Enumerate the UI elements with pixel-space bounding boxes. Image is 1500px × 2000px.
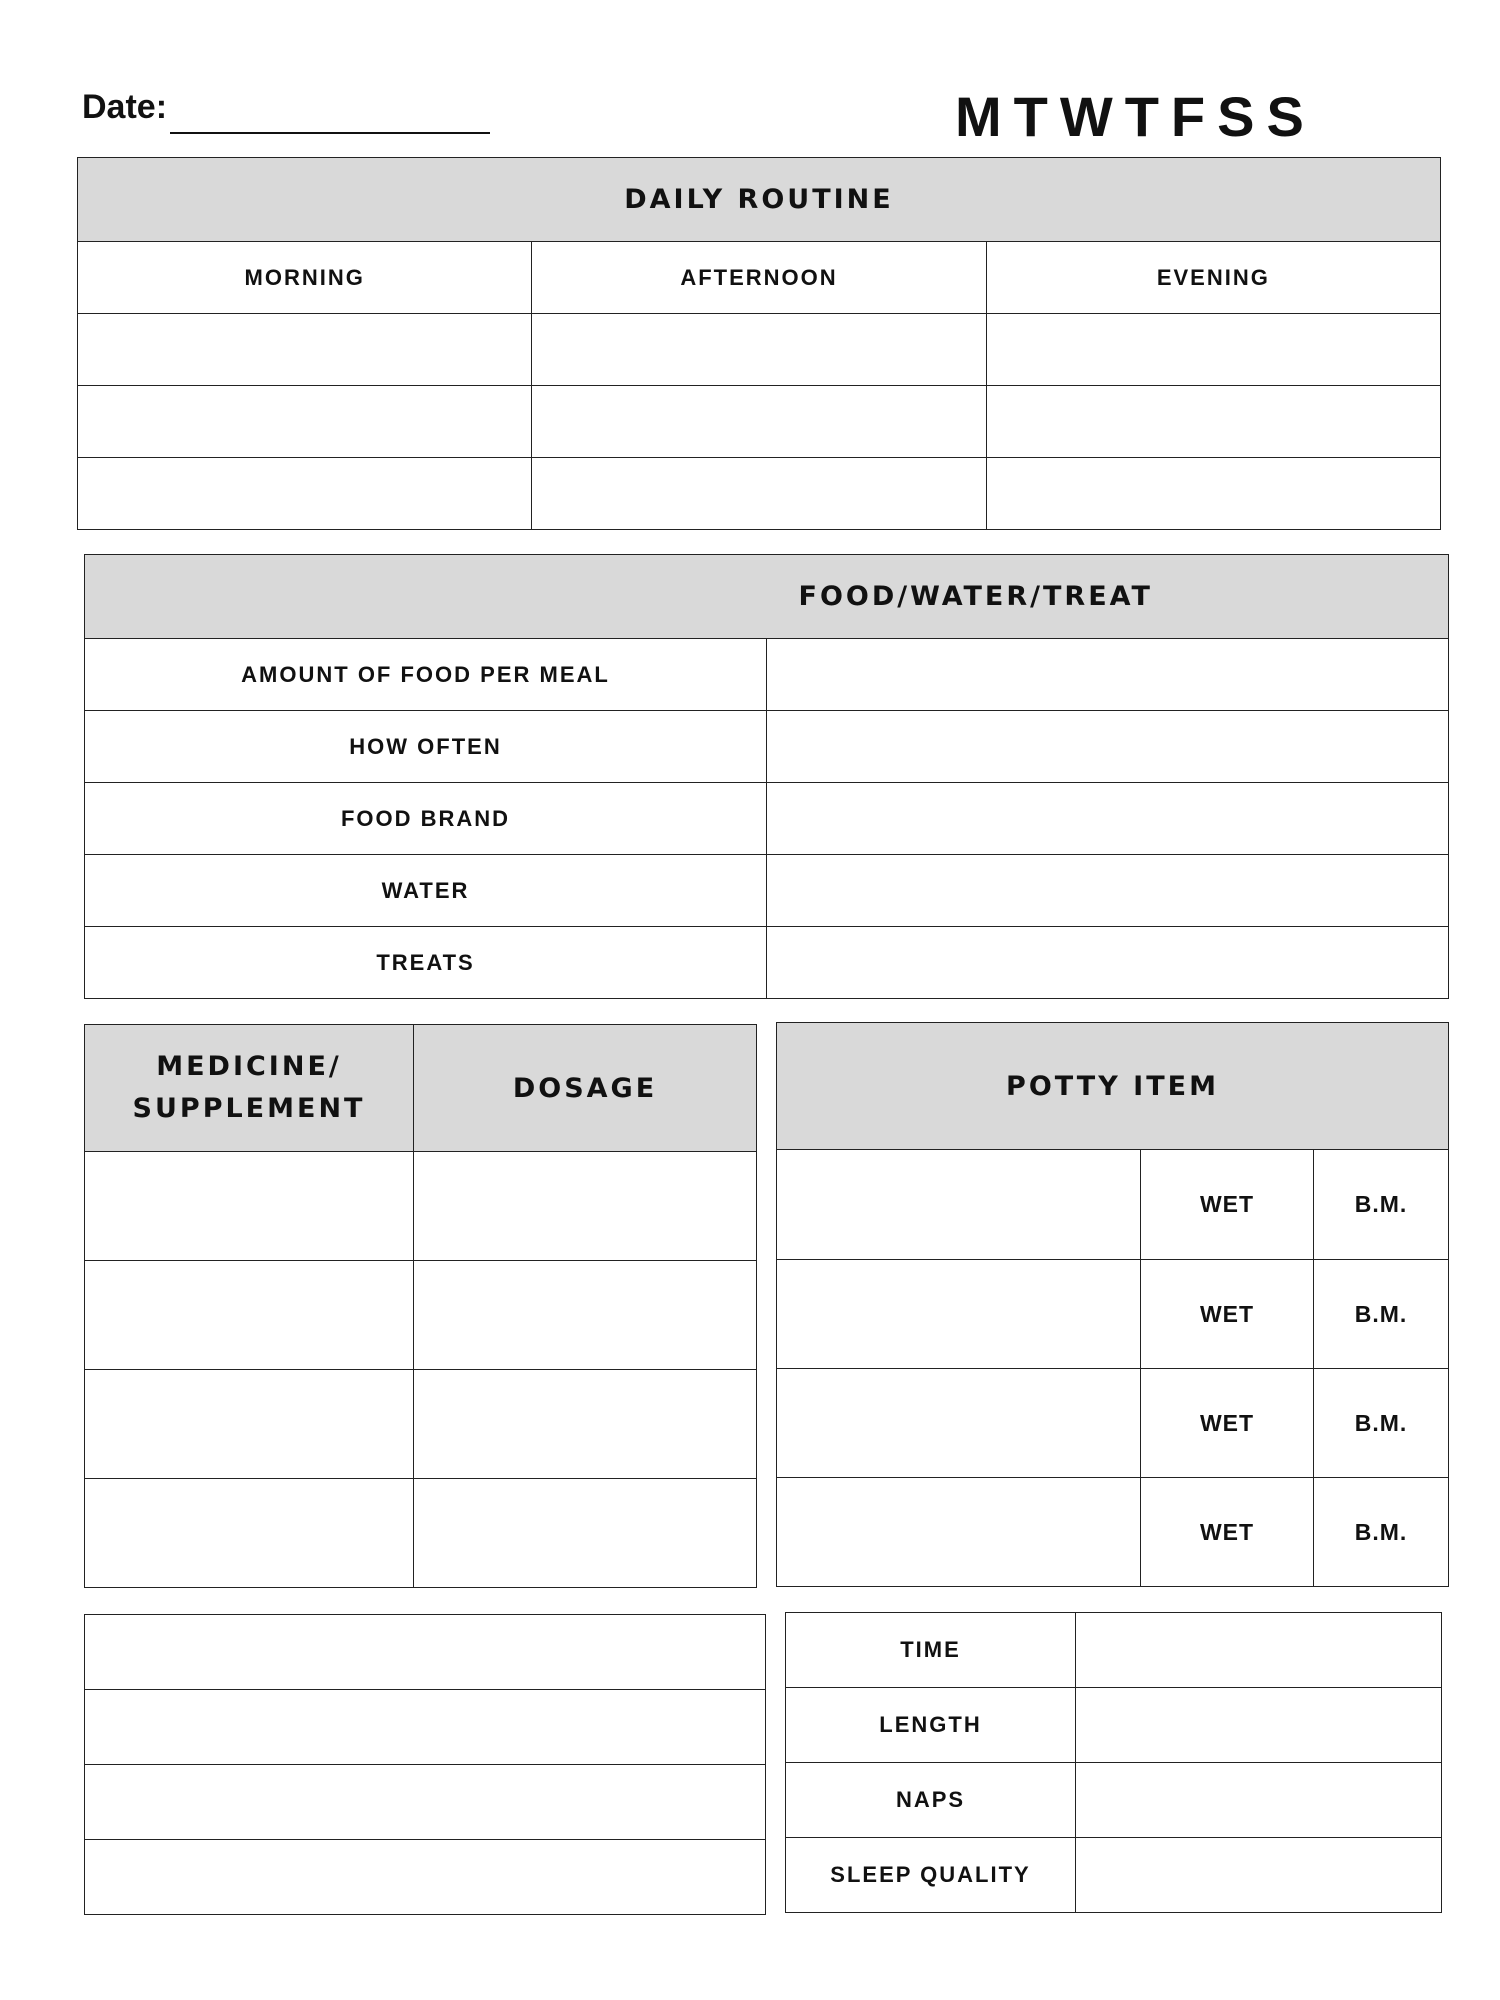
notes-line[interactable] [85,1840,766,1915]
medicine-table [84,1024,757,1588]
sleep-naps-value[interactable] [1076,1763,1442,1838]
notes-line[interactable] [85,1615,766,1690]
food-header-blank [85,555,767,639]
bm-option[interactable]: B.M. [1314,1150,1449,1260]
bm-option[interactable]: B.M. [1314,1478,1449,1587]
wet-option[interactable]: WET [1141,1260,1314,1369]
potty-cell[interactable] [777,1150,1141,1260]
medicine-cell[interactable] [85,1261,414,1370]
weekday-letters[interactable]: MTWTFSS [955,85,1316,148]
column-morning: MORNING [78,242,532,314]
routine-cell[interactable] [78,386,532,458]
dosage-cell[interactable] [414,1370,757,1479]
medicine-header-line1: MEDICINE/ [156,1051,342,1082]
food-row-value[interactable] [767,639,1449,711]
sleep-quality-value[interactable] [1076,1838,1442,1913]
medicine-supplement-header [85,1025,414,1152]
medicine-cell[interactable] [85,1370,414,1479]
routine-cell[interactable] [78,458,532,530]
food-row-label: HOW OFTEN [85,711,767,783]
dosage-header: DOSAGE [414,1025,757,1152]
sleep-length-value[interactable] [1076,1688,1442,1763]
wet-option[interactable]: WET [1141,1478,1314,1587]
date-input-line[interactable] [170,132,490,134]
notes-line[interactable] [85,1690,766,1765]
bm-option[interactable]: B.M. [1314,1260,1449,1369]
routine-cell[interactable] [532,314,986,386]
bm-option[interactable]: B.M. [1314,1369,1449,1478]
food-row-label: TREATS [85,927,767,999]
food-row-value[interactable] [767,783,1449,855]
sleep-table [785,1612,1442,1913]
medicine-cell[interactable] [85,1152,414,1261]
sleep-quality-label: SLEEP QUALITY [786,1838,1076,1913]
daily-routine-table [77,157,1441,530]
food-row-label: AMOUNT OF FOOD PER MEAL [85,639,767,711]
sleep-time-label: TIME [786,1613,1076,1688]
medicine-header-line2: SUPPLEMENT [132,1093,366,1124]
wet-option[interactable]: WET [1141,1150,1314,1260]
notes-line[interactable] [85,1765,766,1840]
column-afternoon: AFTERNOON [532,242,986,314]
potty-cell[interactable] [777,1260,1141,1369]
medicine-cell[interactable] [85,1479,414,1588]
routine-cell[interactable] [986,458,1440,530]
food-row-label: WATER [85,855,767,927]
sleep-length-label: LENGTH [786,1688,1076,1763]
routine-cell[interactable] [532,386,986,458]
notes-table [84,1614,766,1915]
date-label: Date: [82,88,168,126]
food-row-value[interactable] [767,711,1449,783]
potty-table [776,1022,1449,1587]
food-row-label: FOOD BRAND [85,783,767,855]
wet-option[interactable]: WET [1141,1369,1314,1478]
dosage-cell[interactable] [414,1261,757,1370]
food-row-value[interactable] [767,927,1449,999]
sleep-time-value[interactable] [1076,1613,1442,1688]
potty-cell[interactable] [777,1369,1141,1478]
food-row-value[interactable] [767,855,1449,927]
routine-cell[interactable] [986,386,1440,458]
routine-cell[interactable] [986,314,1440,386]
potty-cell[interactable] [777,1478,1141,1587]
potty-item-title: POTTY ITEM [777,1023,1449,1150]
column-evening: EVENING [986,242,1440,314]
dosage-cell[interactable] [414,1152,757,1261]
routine-cell[interactable] [532,458,986,530]
routine-cell[interactable] [78,314,532,386]
food-water-treat-table [84,554,1449,999]
sleep-naps-label: NAPS [786,1763,1076,1838]
dosage-cell[interactable] [414,1479,757,1588]
food-water-treat-title: FOOD/WATER/TREAT [767,555,1449,639]
daily-routine-title: DAILY ROUTINE [78,158,1441,242]
